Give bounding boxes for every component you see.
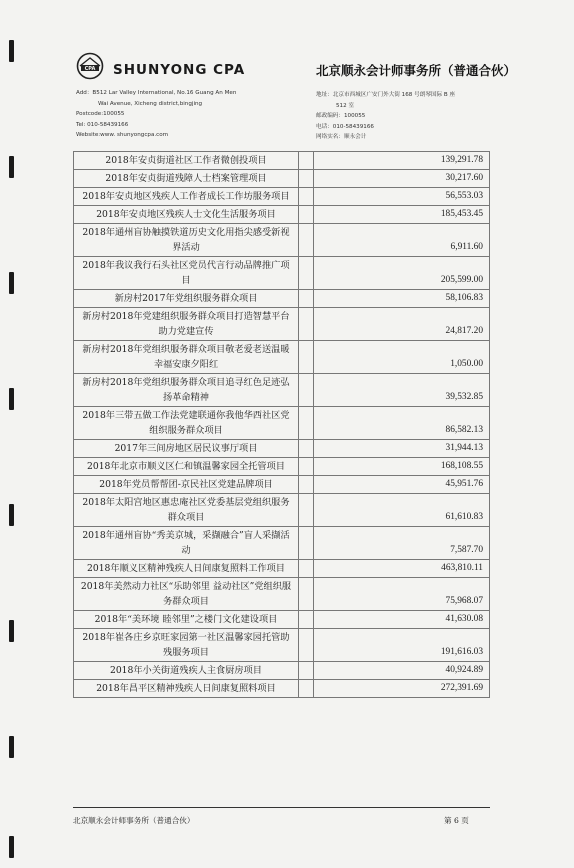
blank-cell bbox=[299, 662, 314, 680]
firm-name-cn: 北京顺永会计师事务所（普通合伙） bbox=[316, 63, 517, 78]
telephone: Tel: 010-58439166 bbox=[76, 121, 129, 128]
amount: 30,217.60 bbox=[314, 170, 490, 188]
amount: 39,532.85 bbox=[314, 374, 490, 407]
address-line: 地址：北京市西城区广安门外大街 168 号朗琴国际 B 座 bbox=[316, 92, 456, 98]
project-name: 2018年小关街道残疾人主食厨房项目 bbox=[74, 662, 299, 680]
amount: 75,968.07 bbox=[314, 578, 490, 611]
blank-cell bbox=[299, 494, 314, 527]
amount: 191,616.03 bbox=[314, 629, 490, 662]
project-name: 2018年北京市顺义区仁和镇温馨家园全托管项目 bbox=[74, 458, 299, 476]
table-row bbox=[74, 308, 490, 341]
amount: 6,911.60 bbox=[314, 224, 490, 257]
table-row bbox=[74, 290, 490, 308]
blank-cell bbox=[299, 611, 314, 629]
blank-cell bbox=[299, 440, 314, 458]
blank-cell bbox=[299, 374, 314, 407]
blank-cell bbox=[299, 188, 314, 206]
project-name: 2018年党员帮帮团-京民社区党建品牌项目 bbox=[74, 476, 299, 494]
blank-cell bbox=[299, 560, 314, 578]
project-name: 2018年安贞街道社区工作者微创投项目 bbox=[74, 152, 299, 170]
table-row bbox=[74, 206, 490, 224]
amount: 7,587.70 bbox=[314, 527, 490, 560]
blank-cell bbox=[299, 341, 314, 374]
project-name: 2018年崔各庄乡京旺家园第一社区温馨家园托管助残服务项目 bbox=[74, 629, 299, 662]
blank-cell bbox=[299, 206, 314, 224]
blank-cell bbox=[299, 527, 314, 560]
online-name: 网络实名：顺永会计 bbox=[316, 134, 367, 141]
footer-divider bbox=[73, 807, 490, 808]
amount: 24,817.20 bbox=[314, 308, 490, 341]
project-name: 新房村2017年党组织服务群众项目 bbox=[74, 290, 299, 308]
project-name: 2018年通州盲协“秀美京城，采撷融合”盲人采撷活动 bbox=[74, 527, 299, 560]
table-row bbox=[74, 662, 490, 680]
address-line: Wai Avenue, Xicheng district,bingjing bbox=[98, 100, 203, 107]
project-name: 2018年我议我行石头社区党员代言行动品牌推广项目 bbox=[74, 257, 299, 290]
blank-cell bbox=[299, 578, 314, 611]
amount: 45,951.76 bbox=[314, 476, 490, 494]
amount: 31,944.13 bbox=[314, 440, 490, 458]
blank-cell bbox=[299, 629, 314, 662]
brand-name: SHUNYONG CPA bbox=[113, 62, 246, 78]
blank-cell bbox=[299, 224, 314, 257]
website: Website:www. shunyongcpa.com bbox=[76, 132, 169, 139]
table-row bbox=[74, 494, 490, 527]
project-name: 新房村2018年党组织服务群众项目追寻红色足迹弘扬革命精神 bbox=[74, 374, 299, 407]
blank-cell bbox=[299, 680, 314, 698]
amount: 40,924.89 bbox=[314, 662, 490, 680]
project-name: 2018年昌平区精神残疾人日间康复照料项目 bbox=[74, 680, 299, 698]
table-row bbox=[74, 527, 490, 560]
address-cn bbox=[316, 90, 455, 143]
table-row bbox=[74, 578, 490, 611]
cpa-logo-icon bbox=[74, 52, 106, 80]
binder-hole bbox=[9, 620, 14, 642]
blank-cell bbox=[299, 476, 314, 494]
binder-hole bbox=[9, 272, 14, 294]
blank-cell bbox=[299, 290, 314, 308]
binder-hole bbox=[9, 156, 14, 178]
blank-cell bbox=[299, 152, 314, 170]
table-row bbox=[74, 440, 490, 458]
binder-hole bbox=[9, 736, 14, 758]
amount: 168,108.55 bbox=[314, 458, 490, 476]
blank-cell bbox=[299, 170, 314, 188]
project-name: 2018年美然动力社区“乐助邻里 益动社区”党组织服务群众项目 bbox=[74, 578, 299, 611]
postcode: 邮政编码：100055 bbox=[316, 113, 366, 120]
table-row bbox=[74, 629, 490, 662]
binder-hole bbox=[9, 836, 14, 858]
table-row bbox=[74, 341, 490, 374]
address-line: Add：B512 Lar Valley International, No.16 Guang An Men bbox=[76, 90, 237, 96]
project-name: 2018年“美环境 睦邻里”之楼门文化建设项目 bbox=[74, 611, 299, 629]
project-name: 2018年安贞街道残障人士档案管理项目 bbox=[74, 170, 299, 188]
table-row bbox=[74, 188, 490, 206]
amount: 205,599.00 bbox=[314, 257, 490, 290]
table-row bbox=[74, 257, 490, 290]
blank-cell bbox=[299, 257, 314, 290]
amount: 139,291.78 bbox=[314, 152, 490, 170]
project-name: 2018年安贞地区残疾人工作者成长工作坊服务项目 bbox=[74, 188, 299, 206]
project-name: 2017年三间房地区居民议事厅项目 bbox=[74, 440, 299, 458]
blank-cell bbox=[299, 407, 314, 440]
amount: 185,453.45 bbox=[314, 206, 490, 224]
postcode: Postcode:100055 bbox=[76, 111, 125, 118]
svg-text:CPA: CPA bbox=[84, 66, 96, 72]
amount: 1,050.00 bbox=[314, 341, 490, 374]
table-row bbox=[74, 611, 490, 629]
amount: 56,553.03 bbox=[314, 188, 490, 206]
amount: 41,630.08 bbox=[314, 611, 490, 629]
table-row bbox=[74, 458, 490, 476]
amount: 272,391.69 bbox=[314, 680, 490, 698]
amount: 86,582.13 bbox=[314, 407, 490, 440]
binder-hole bbox=[9, 388, 14, 410]
project-name: 新房村2018年党建组织服务群众项目打造智慧平台助力党建宣传 bbox=[74, 308, 299, 341]
table-row bbox=[74, 407, 490, 440]
amount: 58,106.83 bbox=[314, 290, 490, 308]
table-row bbox=[74, 560, 490, 578]
project-table bbox=[73, 151, 490, 698]
address-en bbox=[76, 88, 236, 141]
table-row bbox=[74, 224, 490, 257]
project-name: 2018年安贞地区残疾人士文化生活服务项目 bbox=[74, 206, 299, 224]
project-name: 新房村2018年党组织服务群众项目敬老爱老送温暖幸福安康夕阳红 bbox=[74, 341, 299, 374]
project-name: 2018年通州盲协触摸铁道历史文化用指尖感受新视界活动 bbox=[74, 224, 299, 257]
footer-firm-name: 北京顺永会计师事务所（普通合伙） bbox=[73, 816, 195, 825]
table-row bbox=[74, 476, 490, 494]
table-row bbox=[74, 152, 490, 170]
project-name: 2018年太阳宫地区惠忠庵社区党委基层党组织服务群众项目 bbox=[74, 494, 299, 527]
address-line: 512 室 bbox=[336, 102, 355, 109]
project-name: 2018年三带五做工作法党建联通你我他华西社区党组织服务群众项目 bbox=[74, 407, 299, 440]
binder-hole bbox=[9, 504, 14, 526]
telephone: 电话：010-58439166 bbox=[316, 123, 374, 130]
binder-hole bbox=[9, 40, 14, 62]
table-row bbox=[74, 680, 490, 698]
blank-cell bbox=[299, 308, 314, 341]
page-number: 第 6 页 bbox=[444, 816, 469, 825]
amount: 463,810.11 bbox=[314, 560, 490, 578]
project-name: 2018年顺义区精神残疾人日间康复照料工作项目 bbox=[74, 560, 299, 578]
blank-cell bbox=[299, 458, 314, 476]
table-row bbox=[74, 170, 490, 188]
table-row bbox=[74, 374, 490, 407]
amount: 61,610.83 bbox=[314, 494, 490, 527]
